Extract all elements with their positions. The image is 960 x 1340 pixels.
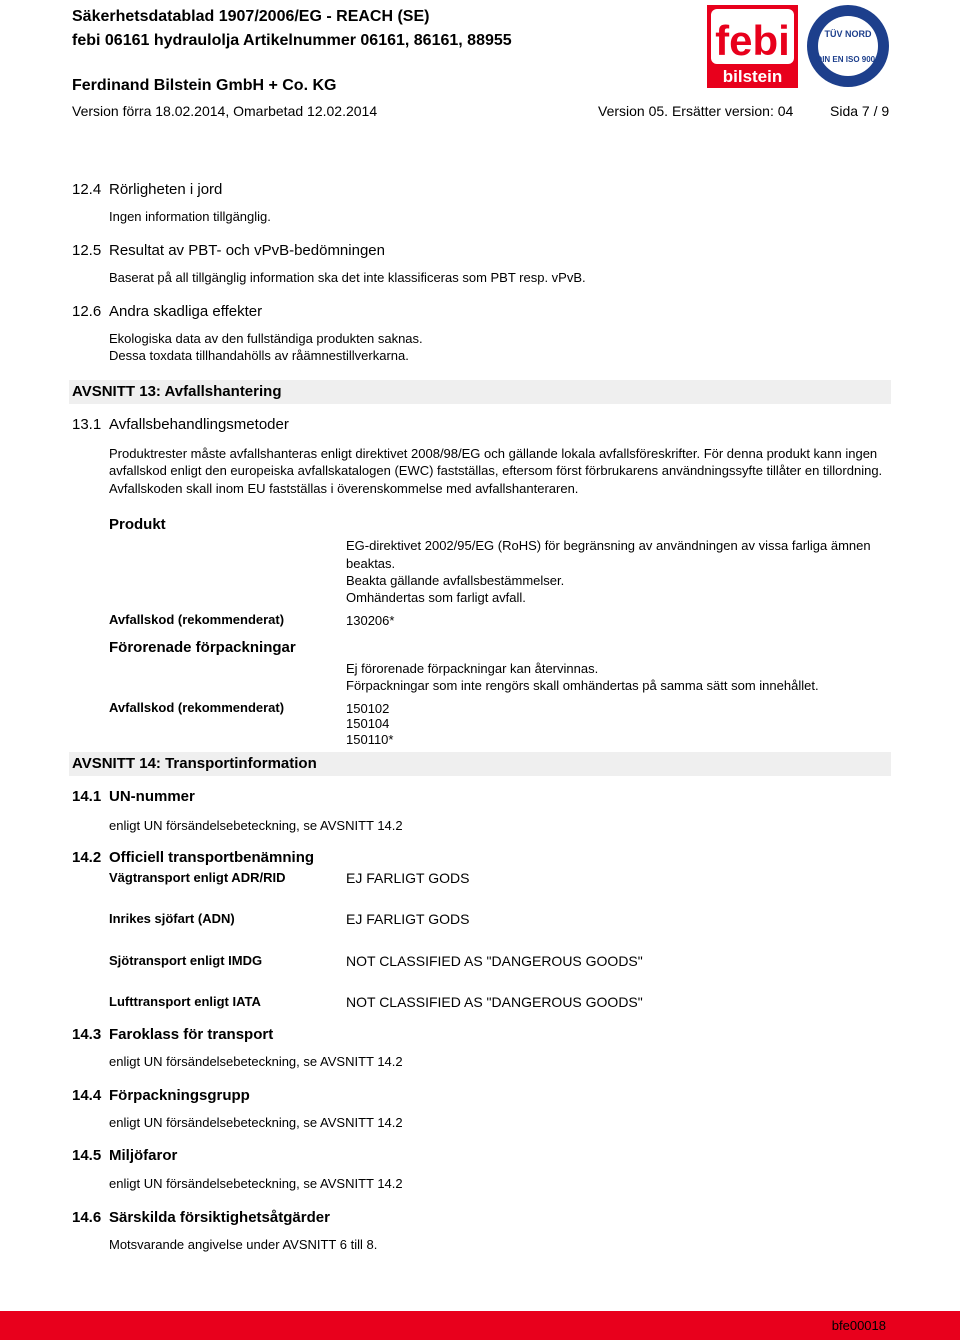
bilstein-logo-text: bilstein: [722, 67, 783, 86]
forpackningar-code-1: 150102: [346, 701, 390, 716]
forpackningar-heading: Förorenade förpackningar: [109, 639, 296, 656]
iso-logo-text: DIN EN ISO 9001: [816, 55, 880, 64]
version-current: Version 05. Ersätter version: 04: [598, 103, 794, 119]
tuv-nord-iso-seal: [806, 4, 890, 88]
page-number: Sida 7 / 9: [830, 103, 890, 119]
section-13-1-para-3: Avfallskoden skall inom EU fastställas i överenskommelse med avfallshanteraren.: [109, 481, 579, 496]
produkt-code-value: 130206*: [346, 613, 395, 628]
forpackningar-code-2: 150104: [346, 716, 390, 731]
section-14-6-text: Motsvarande angivelse under AVSNITT 6 till 8.: [109, 1237, 378, 1252]
section-13-band: [69, 380, 891, 404]
febi-bilstein-logo: [707, 5, 798, 88]
section-12-5-heading: 12.5 Resultat av PBT- och vPvB-bedömningen: [72, 242, 385, 259]
section-14-band: [69, 752, 891, 776]
footer-bar: [0, 1311, 960, 1340]
product-line: febi 06161 hydraulolja Artikelnummer 06161, 86161, 88955: [72, 32, 512, 49]
section-12-5-text: Baserat på all tillgänglig information ska det inte klassificeras som PBT resp. vPvB.: [109, 270, 586, 285]
transport-value-sea: NOT CLASSIFIED AS "DANGEROUS GOODS": [346, 953, 643, 969]
company-name: Ferdinand Bilstein GmbH + Co. KG: [72, 77, 337, 94]
transport-label-sea: Sjötransport enligt IMDG: [109, 953, 263, 968]
section-14-3-heading: 14.3 Faroklass för transport: [72, 1026, 274, 1043]
forpackningar-code-label: Avfallskod (rekommenderat): [109, 700, 285, 715]
section-14-1-text: enligt UN försändelsebeteckning, se AVSNITT 14.2: [109, 818, 403, 833]
produkt-note-3: Beakta gällande avfallsbestämmelser.: [346, 573, 565, 588]
produkt-heading: Produkt: [109, 516, 166, 533]
transport-value-inland: EJ FARLIGT GODS: [346, 911, 470, 927]
transport-value-road: EJ FARLIGT GODS: [346, 870, 470, 886]
section-14-1-heading: 14.1 UN-nummer: [72, 788, 195, 805]
section-12-6-heading: 12.6 Andra skadliga effekter: [72, 303, 263, 320]
transport-label-air: Lufttransport enligt IATA: [109, 994, 261, 1009]
section-13-title: AVSNITT 13: Avfallshantering: [72, 383, 282, 400]
doc-title: Säkerhetsdatablad 1907/2006/EG - REACH (SE): [72, 8, 430, 25]
section-14-4-heading: 14.4 Förpackningsgrupp: [72, 1087, 250, 1104]
section-12-6-text-2: Dessa toxdata tillhandahölls av råämnestillverkarna.: [109, 348, 409, 363]
forpackningar-note-2: Förpackningar som inte rengörs skall omhändertas på samma sätt som innehållet.: [346, 678, 819, 693]
section-12-6-text-1: Ekologiska data av den fullständiga produkten saknas.: [109, 331, 423, 346]
tuv-logo-text: TÜV NORD: [824, 29, 872, 39]
section-12-4-heading: 12.4 Rörligheten i jord: [72, 181, 223, 198]
transport-value-air: NOT CLASSIFIED AS "DANGEROUS GOODS": [346, 994, 643, 1010]
febi-logo-text: febi: [715, 17, 790, 64]
version-previous: Version förra 18.02.2014, Omarbetad 12.02.2014: [72, 103, 378, 119]
section-14-title: AVSNITT 14: Transportinformation: [72, 755, 317, 772]
produkt-note-1: EG-direktivet 2002/95/EG (RoHS) för begränsning av användningen av vissa farliga ämnen: [346, 538, 871, 553]
section-14-5-text: enligt UN försändelsebeteckning, se AVSNITT 14.2: [109, 1176, 403, 1191]
section-14-3-text: enligt UN försändelsebeteckning, se AVSNITT 14.2: [109, 1054, 403, 1069]
produkt-note-2: beaktas.: [346, 556, 396, 571]
section-14-4-text: enligt UN försändelsebeteckning, se AVSNITT 14.2: [109, 1115, 403, 1130]
forpackningar-note-1: Ej förorenade förpackningar kan återvinnas.: [346, 661, 599, 676]
section-14-5-heading: 14.5 Miljöfaror: [72, 1147, 178, 1164]
section-13-1-para-2: avfallskod enligt den europeiska avfallskatalogen (EWC) fastställas, eftersom först förbrukarens användningssyfte tillåter en tillordning.: [109, 463, 883, 478]
section-12-4-text: Ingen information tillgänglig.: [109, 209, 271, 224]
section-13-1-para-1: Produktrester måste avfallshanteras enligt direktivet 2008/98/EG och gällande lokala avfallsföreskrifter. För denna produkt kann ingen: [109, 446, 878, 461]
footer-code: bfe00018: [831, 1318, 886, 1333]
transport-label-road: Vägtransport enligt ADR/RID: [109, 870, 286, 885]
section-14-6-heading: 14.6 Särskilda försiktighetsåtgärder: [72, 1209, 330, 1226]
section-14-2-heading: 14.2 Officiell transportbenämning: [72, 849, 315, 866]
produkt-note-4: Omhändertas som farligt avfall.: [346, 590, 526, 605]
section-13-1-heading: 13.1 Avfallsbehandlingsmetoder: [72, 416, 289, 433]
transport-label-inland: Inrikes sjöfart (ADN): [109, 911, 235, 926]
produkt-code-label: Avfallskod (rekommenderat): [109, 612, 285, 627]
forpackningar-code-3: 150110*: [346, 732, 394, 747]
